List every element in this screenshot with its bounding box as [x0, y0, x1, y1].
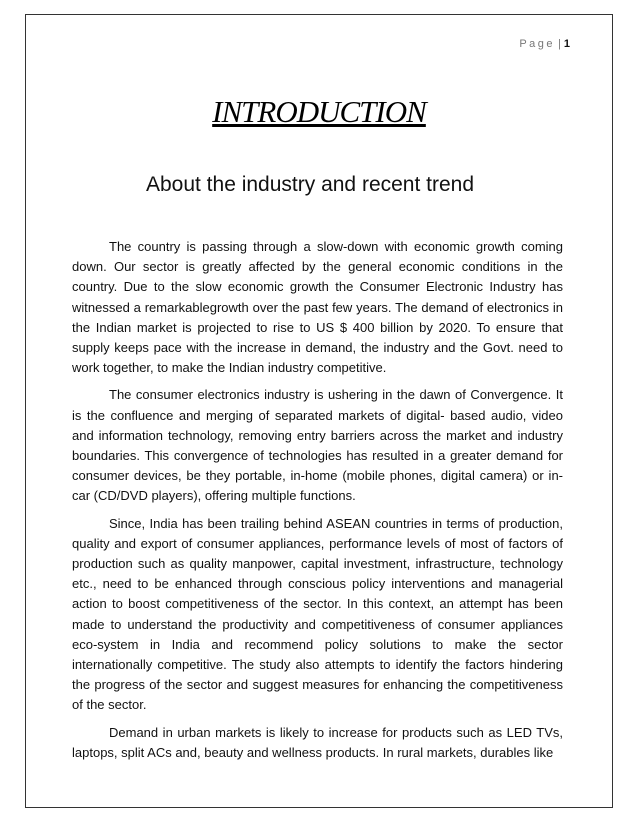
page-number: 1 — [563, 38, 570, 50]
document-title: INTRODUCTION — [212, 94, 426, 129]
paragraph-2: The consumer electronics industry is ushering in the dawn of Convergence. It is the confluence and merging of separated markets of digital- based audio, video and information technology, removing entry barriers across the market and industry boundaries. This convergence of technologies has resulted in a greater demand for consumer devices, be they portable, in-home (mobile phones, digital camera) or in-car (CD/DVD players), offering multiple functions. — [72, 387, 563, 504]
page-separator: | — [558, 38, 561, 50]
paragraph-4: Demand in urban markets is likely to increase for products such as LED TVs, laptops, split ACs and, beauty and wellness products. In rural markets, durables like — [72, 724, 563, 760]
document-subtitle: About the industry and recent trend — [145, 173, 475, 196]
paragraph-3: Since, India has been trailing behind ASEAN countries in terms of production, quality and export of consumer appliances, performance levels of most of factors of production such as quality manpower, capital investment, infrastructure, technology etc., need to be enhanced through conscious policy interventions and managerial action to boost competitiveness of the sector. In this context, an attempt has been made to understand the productivity and competitiveness of consumer appliances eco-system in India and recommend policy solutions to make the sector internationally competitive. The study also attempts to identify the factors hindering the progress of the sector and suggest measures for enhancing the competitiveness of the sector. — [72, 515, 563, 713]
paragraph-1: The country is passing through a slow-down with economic growth coming down. Our sector is greatly affected by the general economic conditions in the country. Due to the slow economic growth the Consumer Electronic Industry has witnessed a remarkablegrowth over the past few years. The demand of electronics in the Indian market is projected to rise to US $ 400 billion by 2020. To ensure that supply keeps pace with the increase in demand, the industry and the Govt. need to work together, to make the Indian industry competitive. — [72, 239, 563, 376]
page-number-header — [519, 38, 570, 50]
page-label: Page — [519, 38, 556, 50]
body-text — [72, 237, 563, 770]
